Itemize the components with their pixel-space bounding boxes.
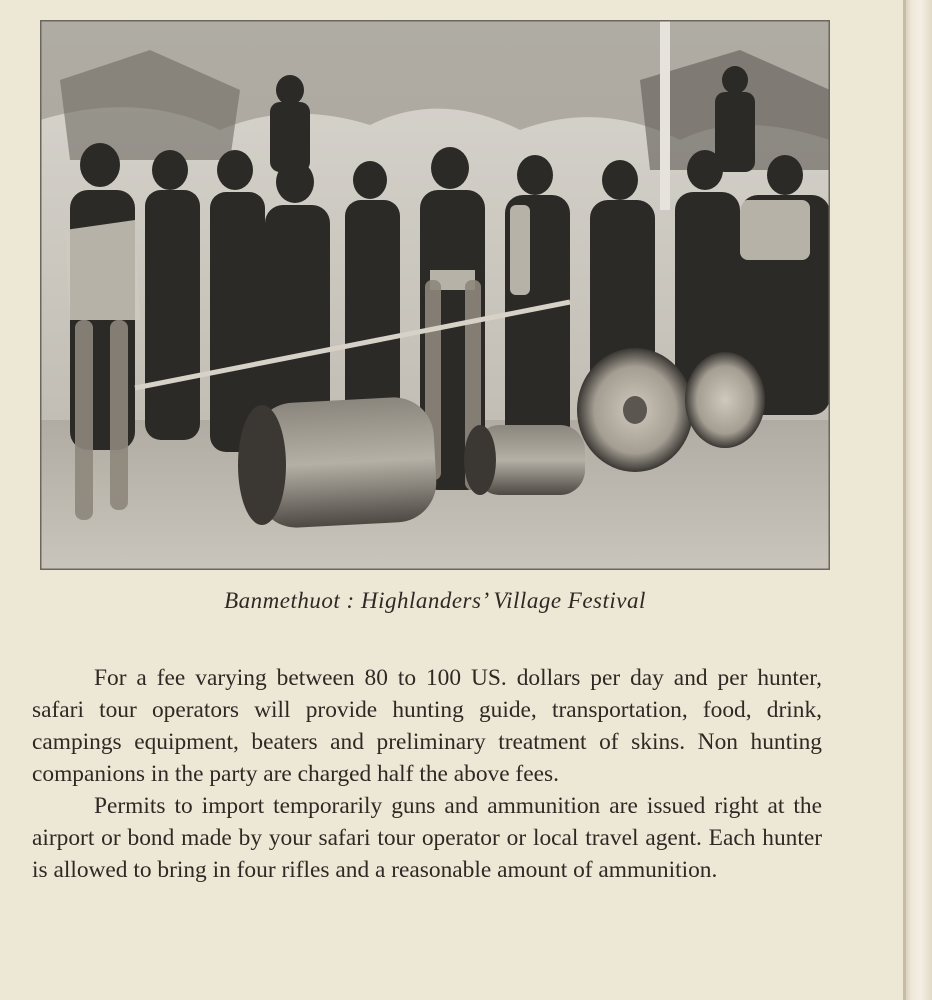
paragraph-fees: For a fee varying between 80 to 100 US. dollars per day and per hunter, safari tour operators will provide hunting guide, transportation, food, drink, campings equipment, beaters and preliminary treatment of skins. Non hunting companions in the party are charged half the above fees. [32, 665, 822, 787]
festival-photo [40, 20, 830, 570]
paragraph-permits: Permits to import temporarily guns and ammunition are issued right at the airport or bond made by your safari tour operator or local travel agent. Each hunter is allowed to bring in four rifles and a reasonable amount of ammunition. [32, 793, 822, 883]
caption-place: Banmethuot [224, 588, 341, 613]
page-gutter [903, 0, 906, 1000]
page-edge [905, 0, 932, 1000]
caption-separator: : [340, 588, 361, 613]
photo-caption [40, 588, 830, 614]
article-body [32, 662, 822, 886]
caption-title: Highlanders’ Village Festival [360, 588, 646, 613]
